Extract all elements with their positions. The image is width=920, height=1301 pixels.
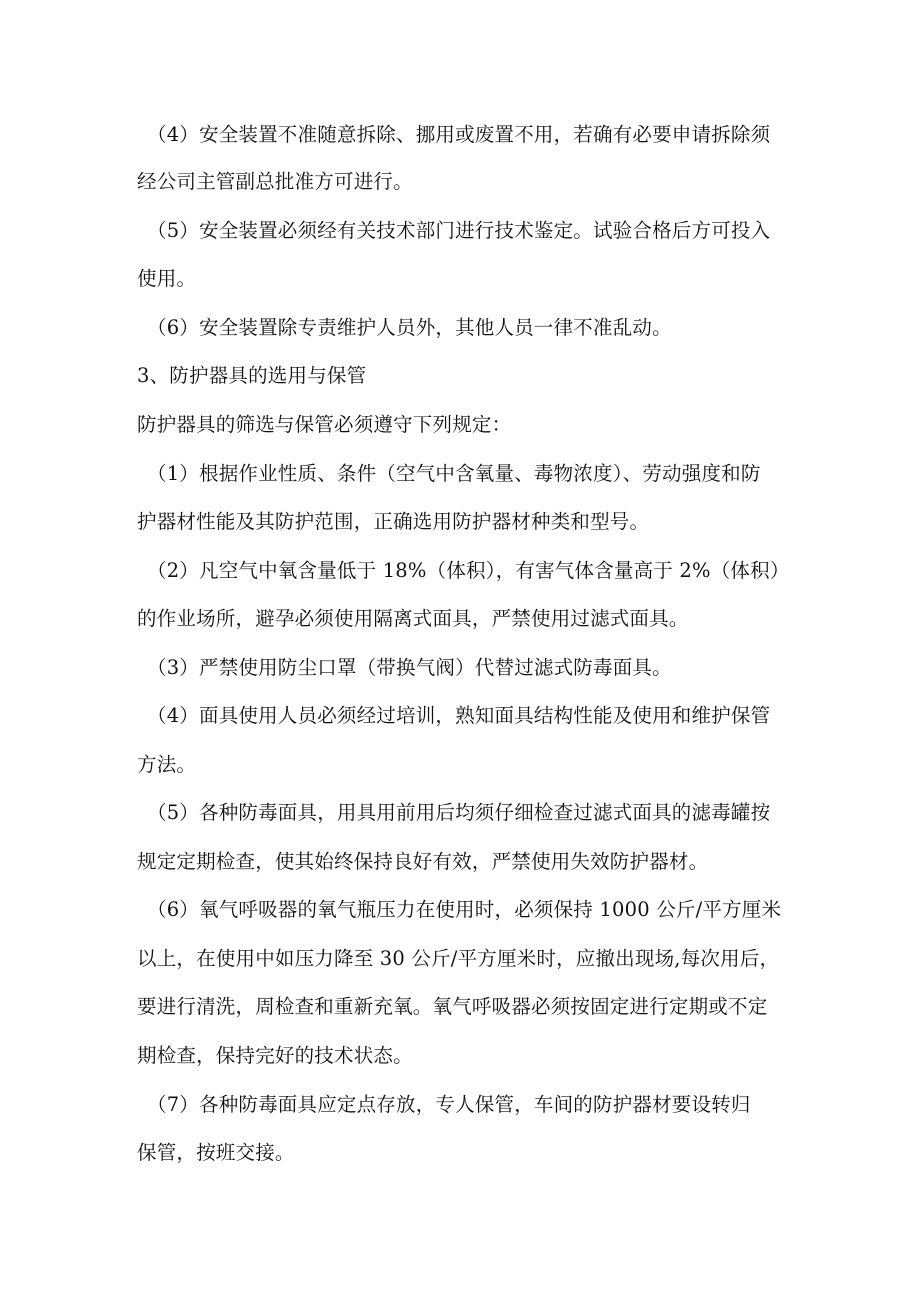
text-line: 要进行清洗，周检查和重新充氧。氧气呼吸器必须按固定进行定期或不定 bbox=[137, 995, 768, 1018]
text-line: 的作业场所，避孕必须使用隔离式面具，严禁使用过滤式面具。 bbox=[137, 607, 689, 630]
text-line: （6）安全装置除专责维护人员外，其他人员一律不准乱动。 bbox=[147, 316, 672, 339]
text-line: 防护器具的筛选与保管必须遵守下列规定： bbox=[137, 413, 512, 436]
text-line: 保管，按班交接。 bbox=[137, 1141, 295, 1164]
text-line: （4）面具使用人员必须经过培训，熟知面具结构性能及使用和维护保管 bbox=[147, 704, 771, 727]
text-line: 经公司主管副总批准方可进行。 bbox=[137, 170, 413, 193]
text-line: 期检查，保持完好的技术状态。 bbox=[137, 1044, 413, 1067]
section-heading: 3、防护器具的选用与保管 bbox=[137, 364, 367, 387]
text-line: （4）安全装置不准随意拆除、挪用或废置不用，若确有必要申请拆除须 bbox=[147, 123, 771, 146]
text-line: （5）各种防毒面具，用具用前用后均须仔细检查过滤式面具的滤毒罐按 bbox=[147, 801, 771, 824]
text-line: 以上，在使用中如压力降至 30 公斤/平方厘米时，应撤出现场,每次用后， bbox=[137, 947, 780, 970]
text-line: （6）氧气呼吸器的氧气瓶压力在使用时，必须保持 1000 公斤/平方厘米 bbox=[147, 898, 782, 921]
text-line: （1）根据作业性质、条件（空气中含氧量、毒物浓度）、劳动强度和防 bbox=[147, 462, 761, 485]
text-line: 护器材性能及其防护范围，正确选用防护器材种类和型号。 bbox=[137, 510, 650, 533]
text-line: 方法。 bbox=[137, 753, 197, 776]
text-line: （7）各种防毒面具应定点存放，专人保管，车间的防护器材要设转归 bbox=[147, 1093, 751, 1116]
text-line: （5）安全装置必须经有关技术部门进行技术鉴定。试验合格后方可投入 bbox=[147, 219, 771, 242]
text-line: （3）严禁使用防尘口罩（带换气阀）代替过滤式防毒面具。 bbox=[147, 656, 672, 679]
text-line: 使用。 bbox=[137, 267, 197, 290]
text-line: （2）凡空气中氧含量低于 18%（体积），有害气体含量高于 2%（体积） bbox=[147, 559, 790, 582]
text-line: 规定定期检查，使其始终保持良好有效，严禁使用失效防护器材。 bbox=[137, 850, 709, 873]
